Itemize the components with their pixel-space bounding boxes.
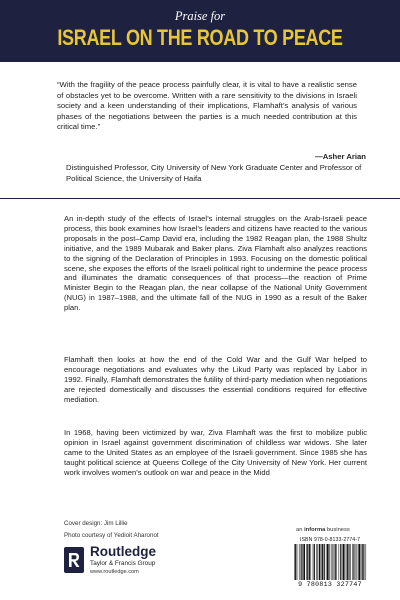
publisher-name: Routledge: [90, 544, 156, 559]
publisher-group: Taylor & Francis Group: [90, 560, 156, 567]
barcode-bar: [343, 544, 345, 580]
book-title: ISRAEL ON THE ROAD TO PEACE: [57, 25, 343, 50]
barcode-bar: [313, 544, 314, 580]
barcode-bar: [327, 544, 329, 580]
barcode-bar: [340, 544, 341, 580]
barcode-bar: [324, 544, 325, 580]
barcode-bar: [303, 544, 305, 580]
barcode-bar: [331, 544, 332, 580]
barcode-number: 9 780813 327747: [298, 581, 362, 588]
barcode-bar: [301, 544, 302, 580]
barcode-bar: [295, 544, 296, 580]
barcode-bar: [294, 544, 295, 580]
photo-credit: Photo courtesy of Yedioit Aharonot: [64, 532, 159, 539]
praise-label: Praise for: [174, 9, 226, 23]
barcode-bar: [357, 544, 358, 580]
informa-suffix: business: [325, 527, 350, 533]
barcode-bar: [322, 544, 323, 580]
barcode-bar: [311, 544, 312, 580]
publisher-url: www.routledge.com: [90, 569, 139, 575]
informa-prefix: an: [296, 527, 305, 533]
barcode-bar: [306, 544, 307, 580]
endorser-affiliation: Distinguished Professor, City University of New York Graduate Center and Professor of Political Science, the University of Haifa: [66, 163, 362, 183]
barcode-panel: [290, 537, 370, 589]
barcode-bar: [347, 544, 348, 580]
barcode-bar: [366, 544, 367, 580]
cover-header: [0, 0, 400, 62]
barcode-bar: [326, 544, 327, 580]
routledge-logo-icon: [64, 547, 84, 573]
description-paragraph-1: An in-depth study of the effects of Israel’s internal struggles on the Arab-Israeli peace process, this book examines how Israel’s leaders and citizens have reacted to the various proposals in the post–Camp David era, including the 1982 Reagan plan, the 1988 Shultz initiative, and the 1989 Mubarak and Baker plans. Ziva Flamhaft also analyzes reactions to the signing of the Declaration of Principles in 1993. Focusing on the domestic political scene, she exposes the efforts of the Israeli political right to undermine the peace process and illuminates the dramatic consequences of that process—the reaction of Prime Minister Begin to the Reagan plan, the near collapse of the National Unity Government (NUG) in 1987–1988, and the ultimate fall of the NUG in 1990 as a result of the Baker plan.: [64, 214, 367, 313]
barcode-bar: [356, 544, 357, 580]
barcode-bar: [316, 544, 317, 580]
barcode-bar: [346, 544, 347, 580]
barcode-bar: [329, 544, 330, 580]
informa-tagline: [296, 527, 350, 533]
endorsement-quote: “With the fragility of the peace process painfully clear, it is vital to have a realistic sense of obstacles yet to be overcome. Written with a rare sensitivity to the divisions in Israeli society and a keen understanding of their implications, Flamhaft’s analysis of various phases of the negotiations between the parties is a much needed contribution at this critical time.”: [57, 80, 357, 132]
barcode-bar: [363, 544, 364, 580]
barcode-bar: [314, 544, 315, 580]
author-bio: In 1968, having been victimized by war, Ziva Flamhaft was the first to mobilize public opinion in Israel against government discrimination of childless war widows. She later came to the United States as an employee of the Israeli government. Since 1985 she has taught political science at Queens College of the City University of New York. Her current work involves women’s outlook on war and peace in the Midd: [64, 428, 367, 477]
barcode-bar: [307, 544, 308, 580]
barcode-bar: [336, 544, 337, 580]
barcode-bar: [348, 544, 349, 580]
barcode-bar: [342, 544, 343, 580]
barcode-bar: [297, 544, 298, 580]
barcode-bar: [353, 544, 354, 580]
barcode-bar: [339, 544, 340, 580]
barcode-bar: [358, 544, 360, 580]
barcode-bar: [335, 544, 336, 580]
barcode-bar: [299, 544, 300, 580]
barcode-bar: [362, 544, 363, 580]
endorser-name: —Asher Arian: [315, 152, 366, 161]
isbn-label: ISBN 978-0-8133-2774-7: [299, 537, 361, 543]
barcode-bar: [334, 544, 335, 580]
barcode-graphic: [292, 544, 368, 581]
barcode-bar: [352, 544, 353, 580]
barcode-bar: [317, 544, 318, 580]
barcode-bar: [350, 544, 351, 580]
section-divider: [0, 198, 400, 199]
informa-name: informa: [304, 527, 326, 533]
cover-design-credit: Cover design: Jim Lillie: [64, 520, 128, 527]
barcode-bar: [321, 544, 322, 580]
description-paragraph-2: Flamhaft then looks at how the end of the Cold War and the Gulf War helped to encourage negotiations and evaluates why the Likud Party was replaced by Labor in 1992. Finally, Flamhaft demonstrates the futility of third-party mediation when negotiations are rejected domestically and discusses the essential conditions required for effective mediation.: [64, 355, 367, 404]
barcode-bar: [319, 544, 321, 580]
barcode-bar: [361, 544, 362, 580]
barcode-bar: [332, 544, 333, 580]
barcode-bar: [302, 544, 303, 580]
barcode-bar: [309, 544, 310, 580]
